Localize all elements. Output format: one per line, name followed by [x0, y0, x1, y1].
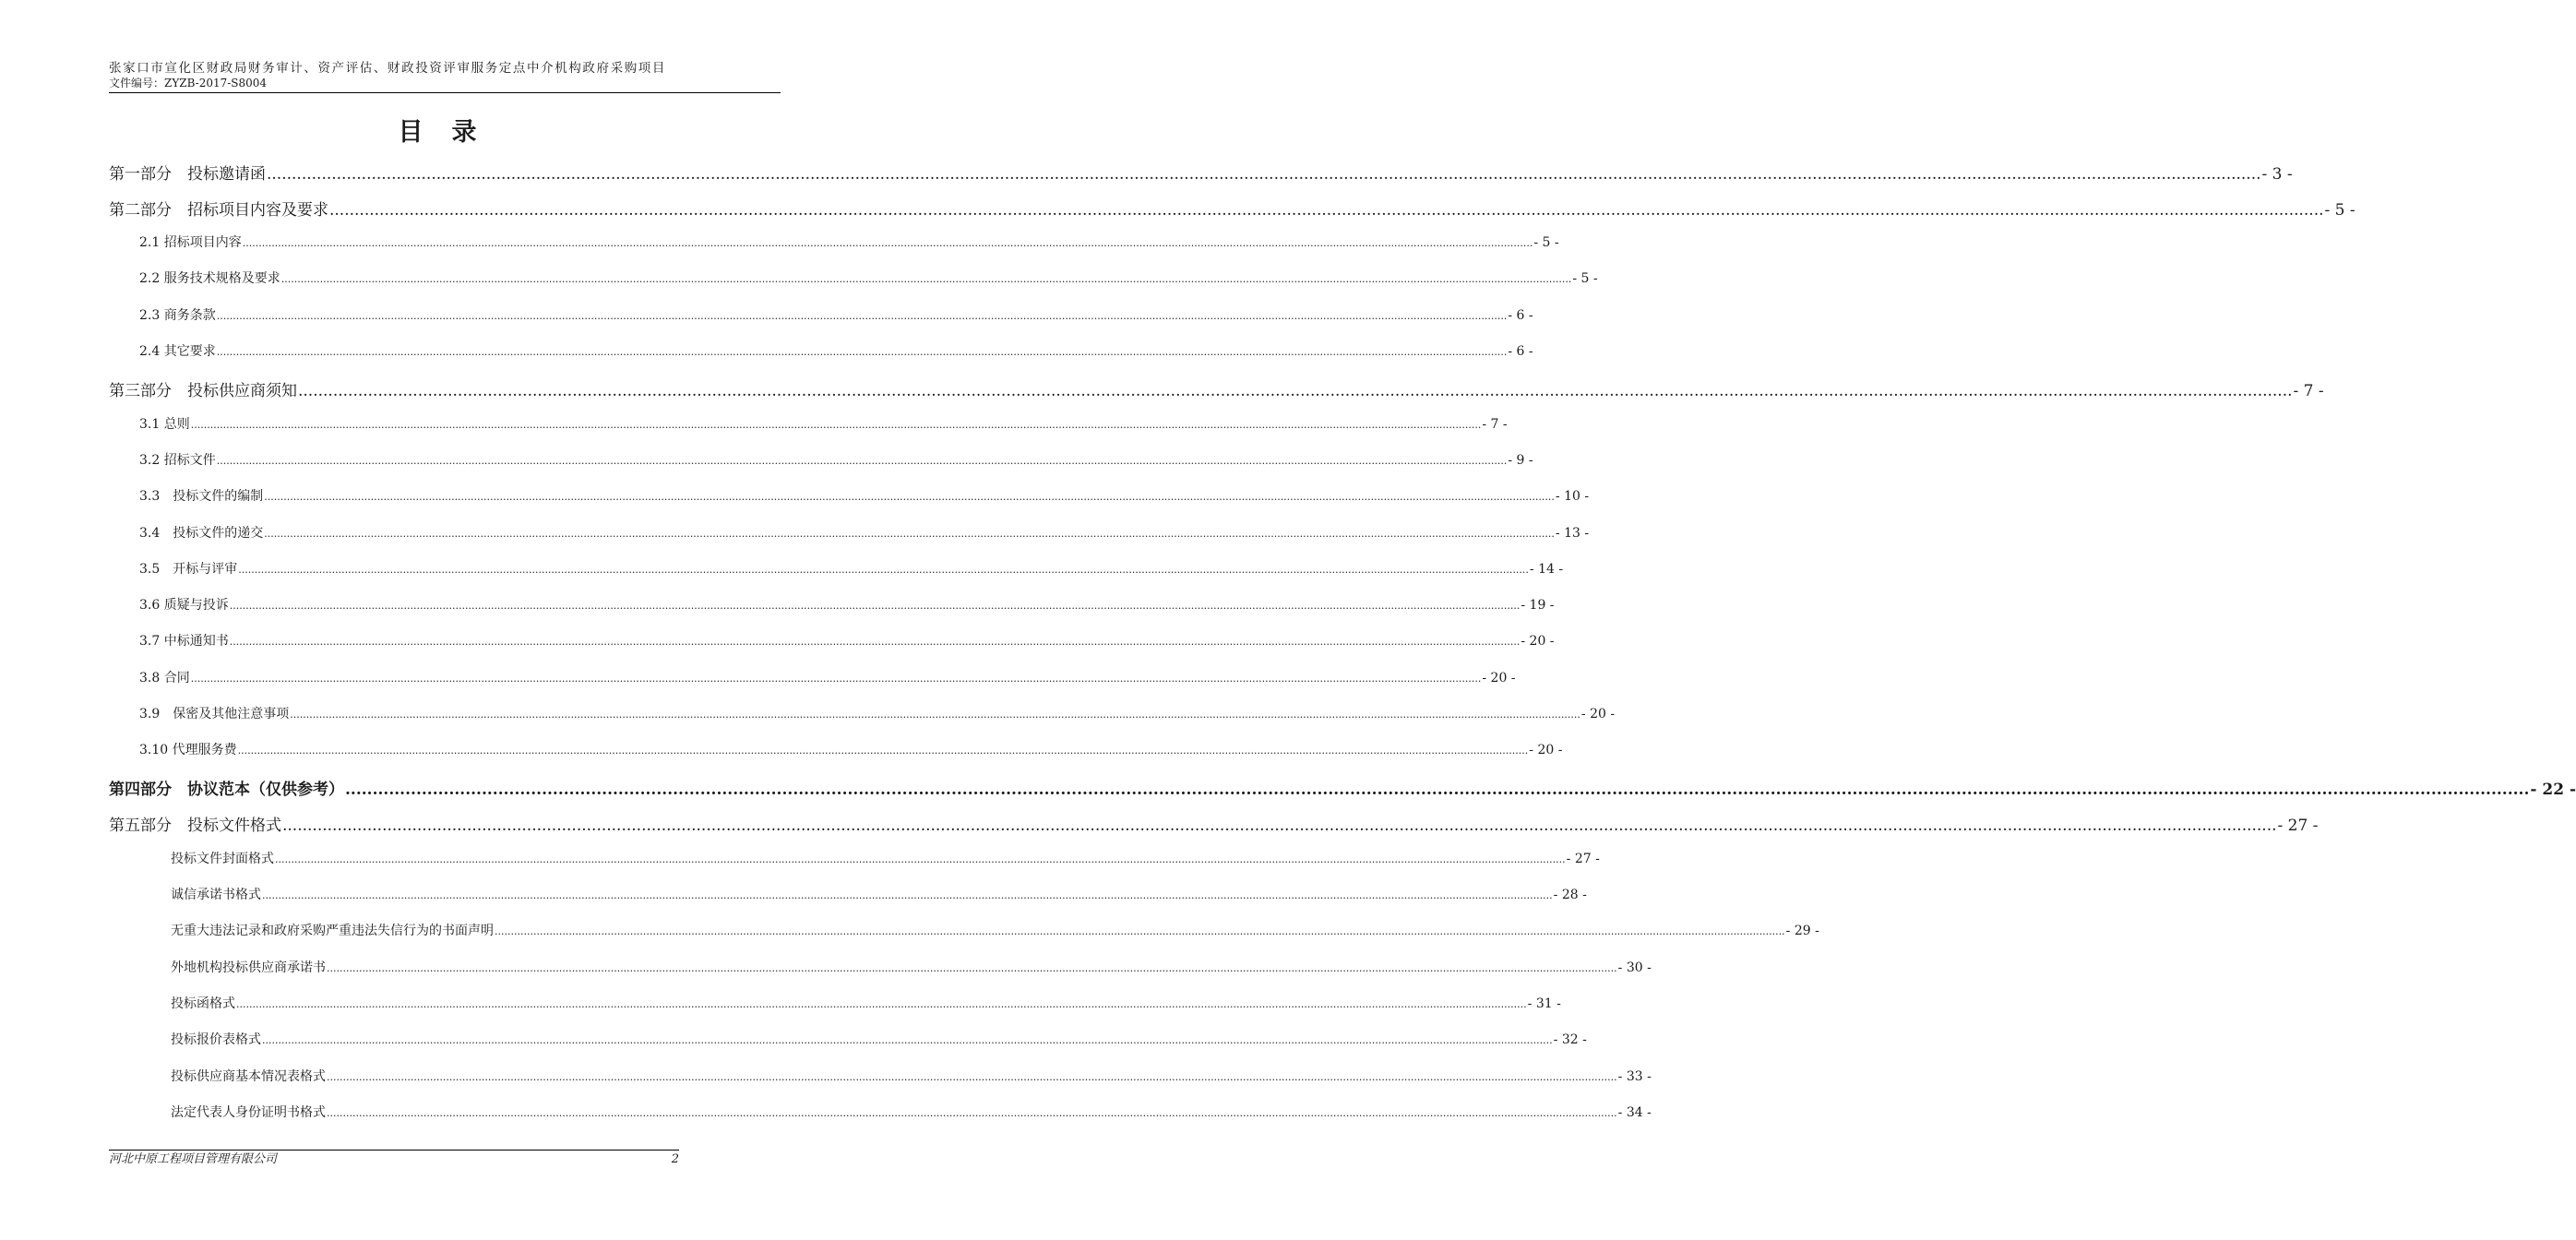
toc-entry[interactable] — [139, 305, 1533, 324]
toc-leader-dots: ................................................................................................................................................................................................................................................................................................................................................................................................................ — [262, 889, 1553, 901]
toc-entry[interactable] — [109, 161, 2293, 184]
toc-entry-page: - 34 - — [1617, 1105, 1652, 1120]
toc-entry-page: - 20 - — [1580, 707, 1616, 721]
toc-entry-label: 3.6 质疑与投诉 — [139, 598, 229, 613]
toc-entry[interactable] — [171, 1103, 1652, 1121]
toc-entry-label: 法定代表人身份证明书格式 — [171, 1105, 326, 1120]
toc-entry[interactable] — [109, 377, 2324, 400]
toc-entry-page: - 33 - — [1617, 1069, 1652, 1084]
project-title: 张家口市宣化区财政局财务审计、资产评估、财政投资评审服务定点中介机构政府采购项目 — [109, 61, 666, 76]
toc-entry-page: - 31 - — [1527, 996, 1561, 1011]
toc-entry-page: - 3 - — [2261, 165, 2293, 184]
toc-leader-dots: ................................................................................................................................................................................................................................................................................................................................................................................................................ — [290, 709, 1580, 721]
toc-leader-dots: ................................................................................................................................................................................................................................................................................................................................................................................................................ — [264, 528, 1555, 540]
toc-entry[interactable] — [139, 740, 1563, 758]
toc-entry-label: 第四部分 协议范本（仅供参考） — [109, 781, 344, 799]
toc-entry-page: - 30 - — [1617, 960, 1652, 975]
toc-leader-dots: ................................................................................................................................................................................................................................................................................................................................................................................................................ — [236, 998, 1527, 1010]
toc-entry[interactable] — [139, 268, 1598, 287]
toc-entry-label: 3.9 保密及其他注意事项 — [139, 707, 290, 721]
toc-entry-page: - 5 - — [1572, 271, 1598, 286]
page-footer — [109, 1150, 679, 1168]
toc-entry[interactable] — [139, 559, 1564, 578]
toc-entry-page: - 6 - — [1508, 308, 1533, 323]
toc-entry[interactable] — [139, 232, 1559, 251]
toc-entry-label: 3.8 合同 — [139, 671, 190, 686]
toc-entry[interactable] — [171, 849, 1600, 867]
toc-entry-label: 3.2 招标文件 — [139, 453, 216, 468]
toc-title: 目 录 — [398, 118, 479, 147]
toc-entry-label: 第一部分 投标邀请函 — [109, 165, 266, 184]
toc-entry[interactable] — [139, 523, 1590, 542]
toc-leader-dots: ................................................................................................................................................................................................................................................................................................................................................................................................................ — [190, 419, 1482, 431]
toc-leader-dots: ................................................................................................................................................................................................................................................................................................................................................................................................................ — [345, 781, 2530, 799]
toc-entry-page: - 5 - — [1533, 235, 1559, 250]
toc-entry-label: 投标函格式 — [171, 996, 235, 1011]
toc-entry-label: 3.7 中标通知书 — [139, 634, 229, 649]
toc-leader-dots: ................................................................................................................................................................................................................................................................................................................................................................................................................ — [216, 346, 1508, 358]
toc-entry-label: 第二部分 招标项目内容及要求 — [109, 201, 328, 220]
toc-leader-dots: ................................................................................................................................................................................................................................................................................................................................................................................................................ — [262, 1034, 1553, 1046]
toc-entry[interactable] — [139, 595, 1555, 614]
toc-leader-dots: ................................................................................................................................................................................................................................................................................................................................................................................................................ — [280, 273, 1572, 285]
document-number: 文件编号：ZYZB-2017-S8004 — [109, 77, 268, 89]
toc-leader-dots: ................................................................................................................................................................................................................................................................................................................................................................................................................ — [216, 310, 1508, 322]
toc-leader-dots: ................................................................................................................................................................................................................................................................................................................................................................................................................ — [267, 165, 2261, 184]
toc-leader-dots: ................................................................................................................................................................................................................................................................................................................................................................................................................ — [327, 1107, 1617, 1119]
toc-entry-label: 投标文件封面格式 — [171, 852, 274, 866]
toc-entry-page: - 7 - — [1482, 417, 1508, 432]
footer-page-number: 2 — [671, 1152, 679, 1166]
footer-company: 河北中原工程项目管理有限公司 — [109, 1152, 278, 1166]
toc-entry-label: 3.4 投标文件的递交 — [139, 526, 264, 541]
toc-entry-page: - 13 - — [1555, 526, 1590, 541]
toc-entry[interactable] — [139, 414, 1508, 433]
toc-entry-label: 诚信承诺书格式 — [171, 888, 261, 902]
toc-entry[interactable] — [171, 885, 1587, 903]
toc-leader-dots: ................................................................................................................................................................................................................................................................................................................................................................................................................ — [229, 636, 1521, 648]
toc-entry[interactable] — [139, 341, 1533, 360]
toc-entry-label: 3.3 投标文件的编制 — [139, 489, 264, 504]
toc-entry[interactable] — [139, 704, 1616, 722]
toc-entry-label: 3.1 总则 — [139, 417, 190, 432]
toc-entry-page: - 10 - — [1555, 489, 1590, 504]
toc-entry-page: - 32 - — [1553, 1032, 1587, 1047]
toc-entry-label: 无重大违法记录和政府采购严重违法失信行为的书面声明 — [171, 924, 494, 938]
toc-entry[interactable] — [139, 631, 1555, 650]
toc-leader-dots: ................................................................................................................................................................................................................................................................................................................................................................................................................ — [298, 382, 2293, 400]
toc-entry-label: 投标供应商基本情况表格式 — [171, 1069, 326, 1084]
toc-entry-page: - 29 - — [1785, 924, 1819, 938]
toc-entry[interactable] — [171, 921, 1819, 939]
toc-entry-page: - 6 - — [1508, 344, 1533, 359]
toc-leader-dots: ................................................................................................................................................................................................................................................................................................................................................................................................................ — [229, 600, 1521, 612]
toc-entry-page: - 20 - — [1529, 743, 1563, 757]
toc-entry-page: - 9 - — [1508, 453, 1533, 468]
toc-leader-dots: ................................................................................................................................................................................................................................................................................................................................................................................................................ — [495, 925, 1785, 937]
toc-leader-dots: ................................................................................................................................................................................................................................................................................................................................................................................................................ — [275, 853, 1566, 865]
toc-entry[interactable] — [171, 958, 1652, 976]
toc-leader-dots: ................................................................................................................................................................................................................................................................................................................................................................................................................ — [282, 817, 2277, 835]
toc-entry-label: 外地机构投标供应商承诺书 — [171, 960, 326, 975]
toc-entry[interactable] — [139, 450, 1533, 469]
toc-entry-label: 2.3 商务条款 — [139, 308, 216, 323]
toc-leader-dots: ................................................................................................................................................................................................................................................................................................................................................................................................................ — [190, 673, 1482, 685]
toc-leader-dots: ................................................................................................................................................................................................................................................................................................................................................................................................................ — [242, 237, 1533, 249]
toc-leader-dots: ................................................................................................................................................................................................................................................................................................................................................................................................................ — [264, 491, 1555, 503]
toc-entry[interactable] — [171, 1030, 1587, 1048]
toc-entry-page: - 27 - — [1566, 852, 1600, 866]
toc-entry-label: 2.1 招标项目内容 — [139, 235, 242, 250]
toc-leader-dots: ................................................................................................................................................................................................................................................................................................................................................................................................................ — [329, 201, 2324, 220]
toc-entry-page: - 20 - — [1521, 634, 1555, 649]
toc-entry[interactable] — [109, 197, 2355, 220]
toc-entry-label: 2.4 其它要求 — [139, 344, 216, 359]
toc-entry-label: 3.10 代理服务费 — [139, 743, 237, 757]
toc-leader-dots: ................................................................................................................................................................................................................................................................................................................................................................................................................ — [327, 1071, 1617, 1083]
toc-leader-dots: ................................................................................................................................................................................................................................................................................................................................................................................................................ — [216, 455, 1508, 467]
toc-entry-page: - 22 - — [2530, 781, 2576, 799]
toc-entry-label: 投标报价表格式 — [171, 1032, 261, 1047]
toc-entry-page: - 19 - — [1521, 598, 1555, 613]
toc-entry-label: 第三部分 投标供应商须知 — [109, 382, 297, 400]
toc-entry-page: - 28 - — [1553, 888, 1587, 902]
toc-entry-label: 2.2 服务技术规格及要求 — [139, 271, 280, 286]
toc-leader-dots: ................................................................................................................................................................................................................................................................................................................................................................................................................ — [237, 745, 1529, 757]
toc-entry[interactable] — [139, 668, 1516, 686]
toc-entry-label: 第五部分 投标文件格式 — [109, 817, 281, 835]
toc-entry[interactable] — [139, 486, 1590, 505]
toc-entry[interactable] — [109, 812, 2319, 835]
toc-entry-page: - 14 - — [1529, 562, 1564, 577]
toc-entry-page: - 20 - — [1482, 671, 1516, 686]
toc-entry-label: 3.5 开标与评审 — [139, 562, 238, 577]
toc-entry-page: - 5 - — [2324, 201, 2355, 220]
toc-entry-page: - 27 - — [2277, 817, 2319, 835]
toc-leader-dots: ................................................................................................................................................................................................................................................................................................................................................................................................................ — [238, 564, 1529, 576]
page-header — [109, 61, 781, 93]
toc-leader-dots: ................................................................................................................................................................................................................................................................................................................................................................................................................ — [327, 962, 1617, 974]
toc-entry-page: - 7 - — [2293, 382, 2324, 400]
toc-entry[interactable] — [171, 1067, 1652, 1085]
toc-entry[interactable] — [171, 994, 1561, 1012]
toc-entry[interactable] — [109, 776, 2576, 799]
